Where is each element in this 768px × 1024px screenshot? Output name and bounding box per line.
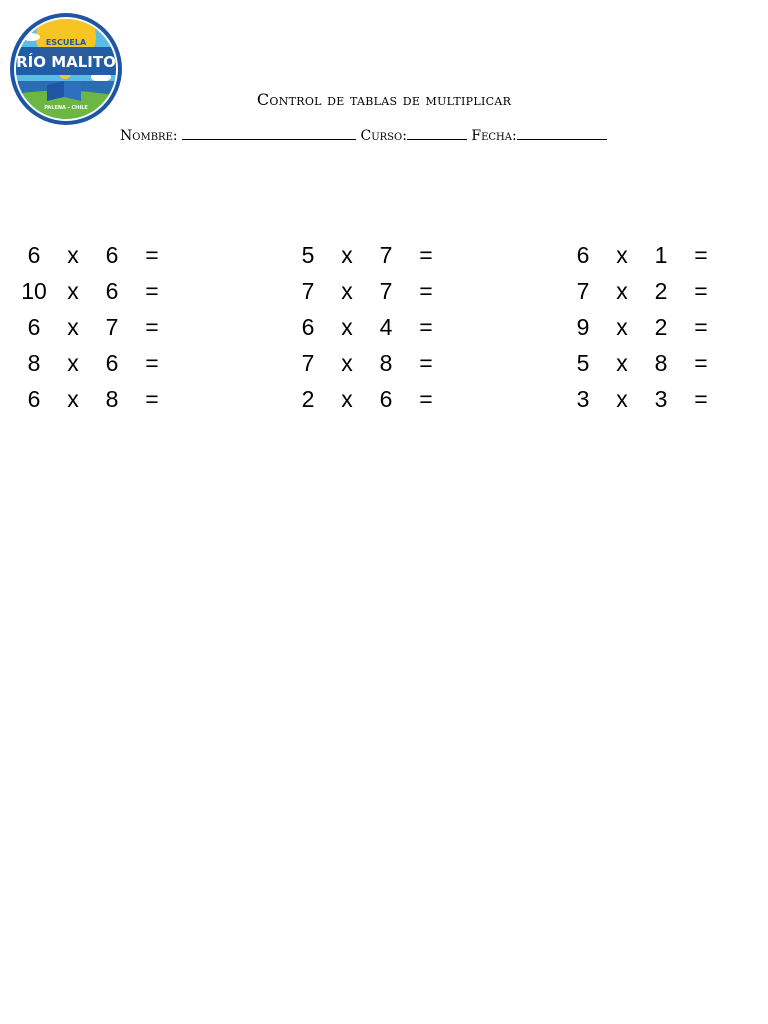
times-sign: x [67, 350, 79, 376]
times-sign: x [616, 314, 628, 340]
equals-sign: = [694, 386, 708, 412]
factor-a: 8 [27, 350, 41, 376]
equals-sign: = [145, 386, 159, 412]
factor-b: 7 [379, 242, 393, 268]
equals-sign: = [145, 314, 159, 340]
times-sign: x [341, 386, 353, 412]
factor-b: 7 [105, 314, 119, 340]
equals-sign: = [419, 278, 433, 304]
factor-b: 1 [654, 242, 668, 268]
times-sign: x [341, 350, 353, 376]
factor-a: 5 [301, 242, 315, 268]
times-sign: x [616, 278, 628, 304]
factor-a: 9 [576, 314, 590, 340]
factor-a: 6 [27, 242, 41, 268]
times-sign: x [67, 242, 79, 268]
factor-a: 6 [576, 242, 590, 268]
equals-sign: = [694, 242, 708, 268]
factor-b: 6 [105, 242, 119, 268]
equals-sign: = [145, 278, 159, 304]
factor-b: 4 [379, 314, 393, 340]
factor-a: 6 [301, 314, 315, 340]
times-sign: x [616, 350, 628, 376]
times-sign: x [67, 314, 79, 340]
factor-a: 6 [27, 386, 41, 412]
factor-b: 2 [654, 314, 668, 340]
factor-a: 7 [301, 278, 315, 304]
factor-b: 2 [654, 278, 668, 304]
factor-b: 3 [654, 386, 668, 412]
factor-a: 7 [301, 350, 315, 376]
logo-top-text: ESCUELA [45, 38, 87, 47]
equals-sign: = [694, 314, 708, 340]
equals-sign: = [419, 314, 433, 340]
nombre-label: Nombre: [120, 128, 178, 144]
times-sign: x [341, 242, 353, 268]
factor-b: 8 [105, 386, 119, 412]
factor-b: 8 [379, 350, 393, 376]
equals-sign: = [419, 242, 433, 268]
equals-sign: = [145, 242, 159, 268]
factor-b: 6 [105, 350, 119, 376]
times-sign: x [67, 386, 79, 412]
times-sign: x [616, 386, 628, 412]
times-sign: x [341, 314, 353, 340]
equals-sign: = [419, 386, 433, 412]
factor-a: 2 [301, 386, 315, 412]
fecha-label: Fecha: [471, 128, 517, 144]
factor-b: 6 [105, 278, 119, 304]
times-sign: x [67, 278, 79, 304]
factor-b: 8 [654, 350, 668, 376]
equals-sign: = [419, 350, 433, 376]
logo-bottom-text: PALENA - CHILE [44, 105, 88, 111]
logo-main-text: RÍO MALITO [16, 53, 116, 71]
page-title: Control de tablas de multiplicar [256, 90, 512, 109]
equals-sign: = [694, 350, 708, 376]
factor-a: 5 [576, 350, 590, 376]
equals-sign: = [145, 350, 159, 376]
times-sign: x [616, 242, 628, 268]
equals-sign: = [694, 278, 708, 304]
curso-label: Curso: [360, 128, 407, 144]
factor-a: 7 [576, 278, 590, 304]
factor-a: 6 [27, 314, 41, 340]
factor-a: 10 [21, 278, 47, 304]
factor-b: 7 [379, 278, 393, 304]
times-sign: x [341, 278, 353, 304]
factor-b: 6 [379, 386, 393, 412]
factor-a: 3 [576, 386, 590, 412]
